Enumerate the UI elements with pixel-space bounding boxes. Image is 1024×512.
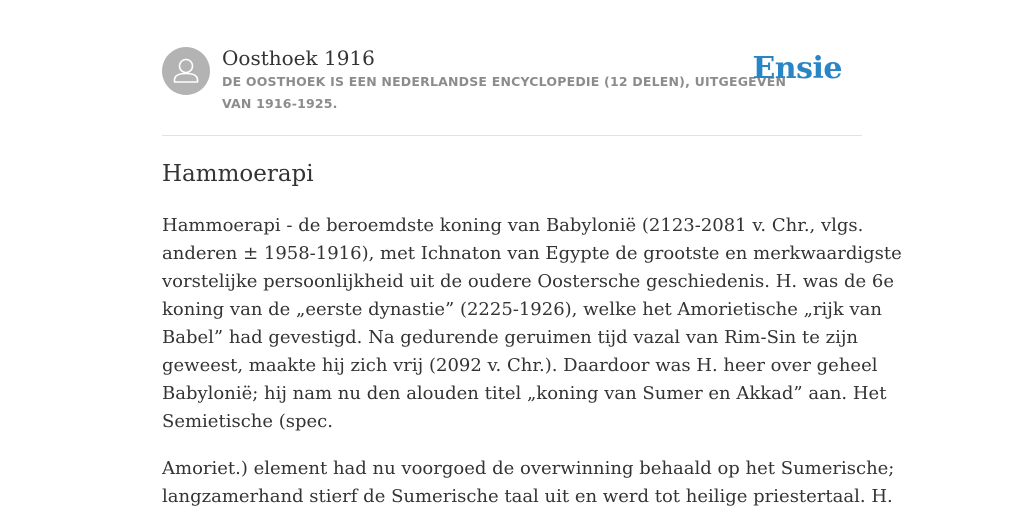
article-title: Hammoerapi [162,161,314,187]
user-icon [162,47,210,95]
paragraph-line: Hammoerapi - de beroemdste koning van Babylonië (2123-2081 v. Chr., vlgs. [162,215,864,236]
paragraph-line: anderen ± 1958-1916), met Ichnaton van Egypte de grootste en merkwaardigste [162,243,902,264]
article-paragraph [162,212,902,436]
paragraph-line: Babylonië; hij nam nu den alouden titel „koning van Sumer en Akkad” aan. Het [162,383,887,404]
article-body [162,212,902,512]
ensie-logo[interactable]: Ensie [752,51,842,86]
paragraph-line: Babel” had gevestigd. Na gedurende geruimen tijd vazal van Rim-Sin te zijn [162,327,859,348]
paragraph-line: Semietische (spec. [162,411,333,432]
paragraph-line: vorstelijke persoonlijkheid uit de oudere Oostersche geschiedenis. H. was de 6e [162,271,894,292]
source-header [162,45,862,135]
paragraph-line: Amoriet.) element had nu voorgoed de overwinning behaald op het Sumerische; [162,458,895,479]
paragraph-line: geweest, maakte hij zich vrij (2092 v. Chr.). Daardoor was H. heer over geheel [162,355,878,376]
paragraph-line: koning van de „eerste dynastie” (2225-1926), welke het Amorietische „rijk van [162,299,883,320]
paragraph-line: langzamerhand stierf de Sumerische taal uit en werd tot heilige priestertaal. H. [162,486,893,507]
divider [162,135,862,136]
source-description-line: VAN 1916-1925. [222,96,338,111]
article-paragraph [162,455,895,511]
source-description [222,71,787,115]
source-description-line: DE OOSTHOEK IS EEN NEDERLANDSE ENCYCLOPEDIE (12 DELEN), UITGEGEVEN [222,74,787,89]
avatar[interactable] [162,47,210,95]
source-name[interactable]: Oosthoek 1916 [222,46,375,70]
